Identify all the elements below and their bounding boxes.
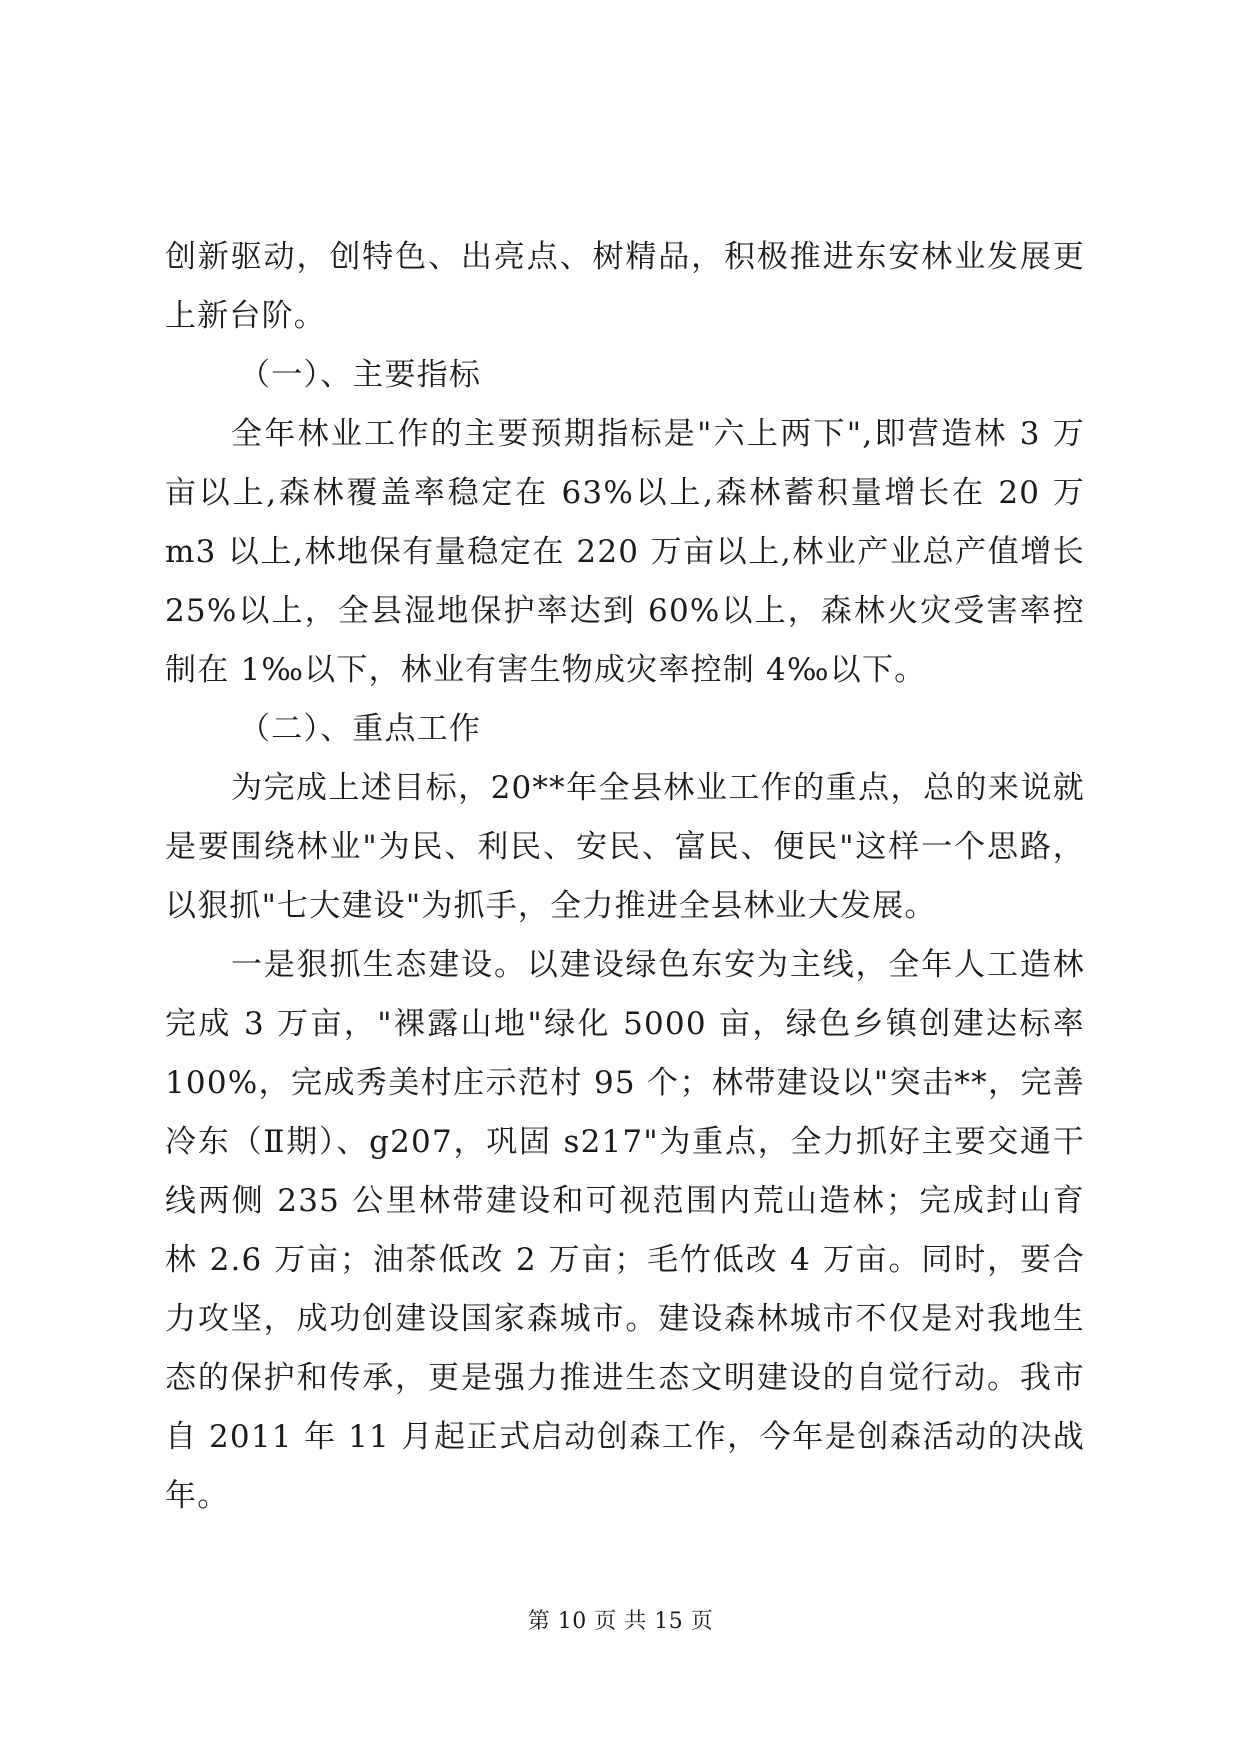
paragraph-ecological-construction: 一是狠抓生态建设。以建设绿色东安为主线，全年人工造林完成 3 万亩，"裸露山地"绿化 5000 亩，绿色乡镇创建达标率 100%，完成秀美村庄示范村 95 个；林带建设以"突击**，完善冷东（Ⅱ期）、g207，巩固 s217"为重点，全力抓好主要交通干线两侧 235 公里林带建设和可视范围内荒山造林；完成封山育林 2.6 万亩；油茶低改 2 万亩；毛竹低改 4 万亩。同时，要合力攻坚，成功创建设国家森城市。建设森林城市不仅是对我地生态的保护和传承，更是强力推进生态文明建设的自觉行动。我市自 2011 年 11 月起正式启动创森工作，今年是创森活动的决战年。	[165, 947, 1085, 1514]
paragraph-continuation: 创新驱动，创特色、出亮点、树精品，积极推进东安林业发展更上新台阶。	[165, 239, 1085, 334]
section-heading-main-indicators: （一）、主要指标	[239, 357, 482, 393]
document-body	[165, 228, 1085, 1526]
paragraph-key-work: 为完成上述目标，20**年全县林业工作的重点，总的来说就是要围绕林业"为民、利民、安民、富民、便民"这样一个思路，以狠抓"七大建设"为抓手，全力推进全县林业大发展。	[165, 770, 1085, 924]
paragraph-indicators: 全年林业工作的主要预期指标是"六上两下",即营造林 3 万亩以上,森林覆盖率稳定在 63%以上,森林蓄积量增长在 20 万 m3 以上,林地保有量稳定在 220 万亩以上,林业产业总产值增长 25%以上，全县湿地保护率达到 60%以上，森林火灾受害率控制在 1‰以下，林业有害生物成灾率控制 4‰以下。	[165, 416, 1085, 688]
section-heading-key-work: （二）、重点工作	[239, 711, 482, 747]
page-number-footer: 第 10 页 共 15 页	[527, 1609, 714, 1634]
